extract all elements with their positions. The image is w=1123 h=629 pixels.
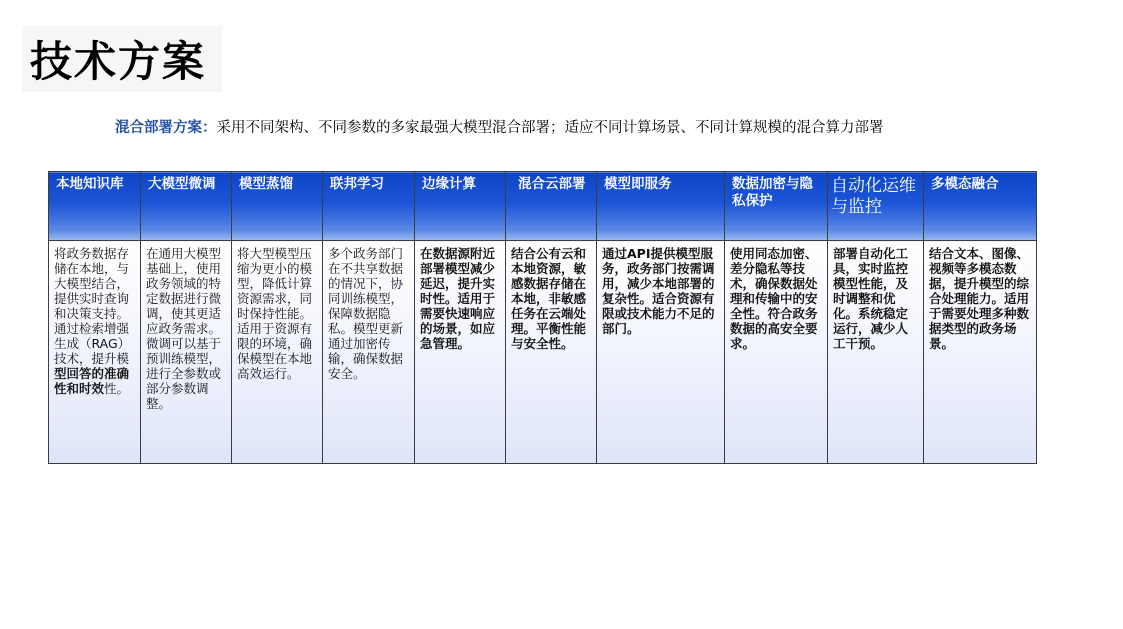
header-edge-computing: 边缘计算: [415, 172, 506, 241]
table-header-row: [49, 172, 1037, 241]
cell-federated-learning: 多个政务部门在不共享数据的情况下，协同训练模型，保障数据隐私。模型更新通过加密传输，确保数据安全。: [323, 241, 415, 464]
header-hybrid-cloud: 混合云部署: [506, 172, 597, 241]
cell-auto-ops-monitoring: 部署自动化工具，实时监控模型性能，及时调整和优化。系统稳定运行，减少人工干预。: [828, 241, 924, 464]
subtitle-lead: 混合部署方案：: [115, 120, 217, 136]
cell-encryption-privacy: 使用同态加密、差分隐私等技术，确保数据处理和传输中的安全性。符合政务数据的高安全要求。: [725, 241, 828, 464]
tech-table-wrapper: [48, 171, 1036, 464]
header-local-knowledge-base: 本地知识库: [49, 172, 141, 241]
header-auto-ops-monitoring: 自动化运维与监控: [828, 172, 924, 241]
tech-table: [48, 171, 1037, 464]
header-federated-learning: 联邦学习: [323, 172, 415, 241]
cell-text-bold: 型回答的准确性和时效: [54, 366, 130, 396]
page-title: 技术方案: [30, 37, 207, 86]
cell-text: 通过检索增强生成（RAG）技术，提升模: [54, 321, 131, 366]
cell-text: 将政务数据存储在本地，与大模型结合，提供实时查询和决策支持。: [54, 246, 130, 321]
cell-model-as-a-service: 通过API提供模型服务，政务部门按需调用，减少本地部署的复杂性。适合资源有限或技术能力不足的部门。: [597, 241, 725, 464]
cell-multimodal-fusion: 结合文本、图像、视频等多模态数据，提升模型的综合处理能力。适用于需要处理多种数据类型的政务场景。: [924, 241, 1037, 464]
subtitle: [115, 118, 1075, 138]
subtitle-text: 采用不同架构、不同参数的多家最强大模型混合部署；适应不同计算场景、不同计算规模的混合算力部署: [216, 120, 884, 136]
header-model-as-a-service: 模型即服务: [597, 172, 725, 241]
header-model-fine-tuning: 大模型微调: [141, 172, 232, 241]
cell-edge-computing: 在数据源附近部署模型减少延迟，提升实时性。适用于需要快速响应的场景，如应急管理。: [415, 241, 506, 464]
cell-text: 性。: [104, 381, 130, 396]
header-encryption-privacy: 数据加密与隐私保护: [725, 172, 828, 241]
cell-local-knowledge-base: [49, 241, 141, 464]
cell-hybrid-cloud: 结合公有云和本地资源，敏感数据存储在本地，非敏感任务在云端处理。平衡性能与安全性。: [506, 241, 597, 464]
cell-model-fine-tuning: 在通用大模型基础上，使用政务领域的特定数据进行微调，使其更适应政务需求。微调可以基于预训练模型，进行全参数或部分参数调整。: [141, 241, 232, 464]
header-multimodal-fusion: 多模态融合: [924, 172, 1037, 241]
header-model-distillation: 模型蒸馏: [232, 172, 323, 241]
cell-model-distillation: 将大型模型压缩为更小的模型，降低计算资源需求，同时保持性能。适用于资源有限的环境，确保模型在本地高效运行。: [232, 241, 323, 464]
table-body-row: [49, 241, 1037, 464]
